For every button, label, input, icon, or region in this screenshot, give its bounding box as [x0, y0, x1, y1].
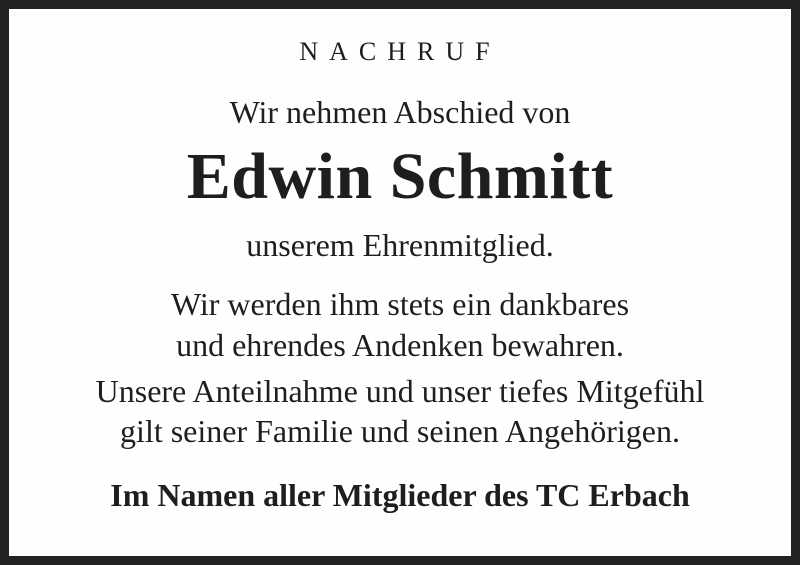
honorary-member-subtitle: unserem Ehrenmitglied.	[246, 227, 554, 263]
condolence-line-1: Unsere Anteilnahme und unser tiefes Mitgefühl	[95, 373, 705, 409]
tribute-line-1: Wir werden ihm stets ein dankbares	[170, 286, 630, 322]
farewell-intro: Wir nehmen Abschied von	[229, 94, 571, 130]
condolence-paragraph	[9, 371, 791, 451]
deceased-name: Edwin Schmitt	[186, 140, 614, 213]
tribute-line-2: und ehrendes Andenken bewahren.	[176, 327, 624, 363]
nachruf-heading: NACHRUF	[299, 37, 501, 66]
tribute-paragraph	[9, 284, 791, 366]
signature-line: Im Namen aller Mitglieder des TC Erbach	[110, 477, 690, 513]
condolence-line-2: gilt seiner Familie und seinen Angehörigen.	[120, 413, 680, 449]
